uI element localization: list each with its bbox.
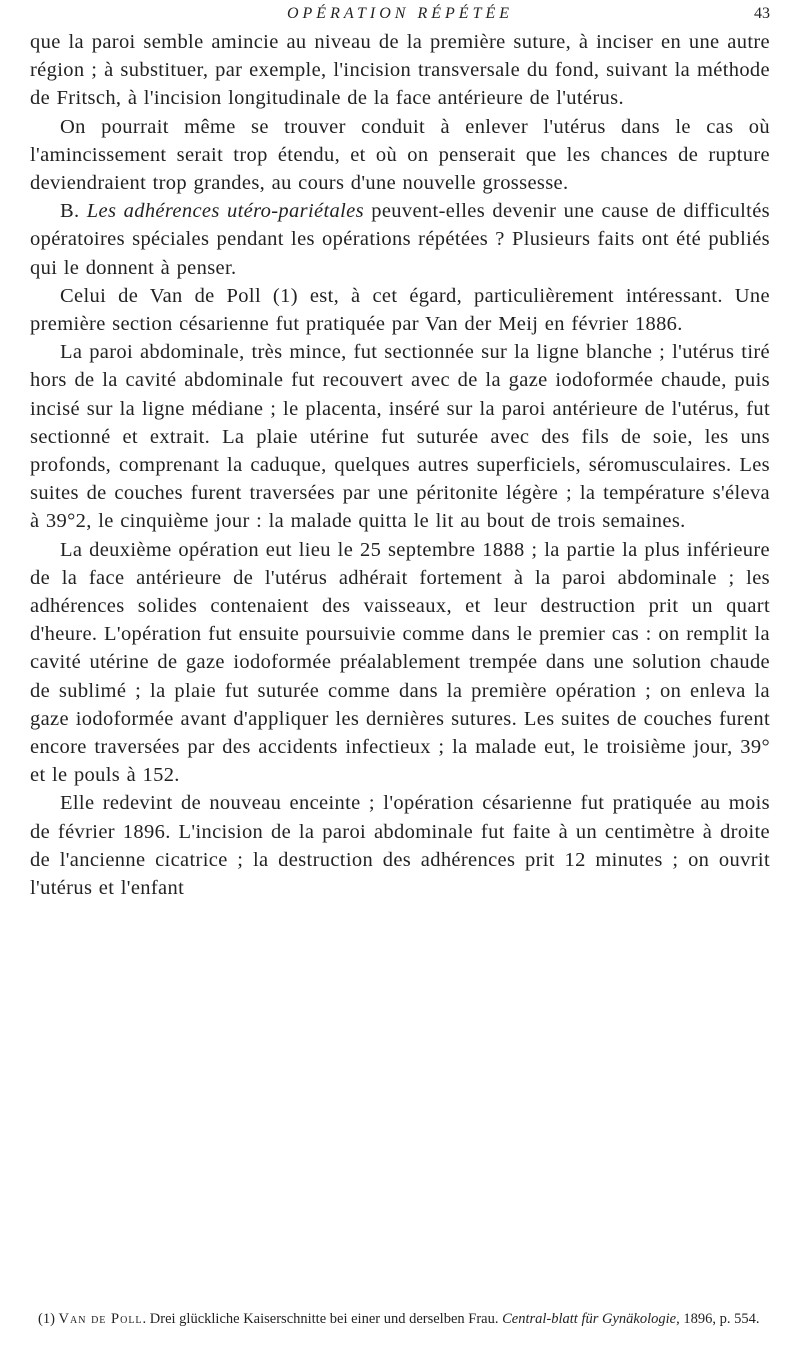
- section-letter: B.: [60, 200, 87, 223]
- page-number: 43: [754, 5, 770, 22]
- paragraph-2: On pourrait même se trouver conduit à enlever l'utérus dans le cas où l'amincissement serait trop étendu, et où on penserait que les chances de rupture deviendraient trop grandes, au cours d'une nouvelle grossesse.: [30, 115, 770, 195]
- paragraph-5: La paroi abdominale, très mince, fut sectionnée sur la ligne blanche ; l'utérus tiré hors de la cavité abdominale fut recouvert avec de la gaze iodoformée chaude, puis incisé sur la ligne médiane ; le placenta, inséré sur la paroi antérieure de l'utérus, fut sectionné et extrait. La plaie utérine fut suturée avec des fils de soie, les uns profonds, comprenant la caduque, quelques autres superficiels, séromusculaires. Les suites de couches furent traversées par une péritonite légère ; la température s'éleva à 39°2, le cinquième jour : la malade quitta le lit au bout de trois semaines.: [30, 341, 770, 533]
- footnote: [30, 1310, 770, 1329]
- running-title: OPÉRATION RÉPÉTÉE: [286, 5, 514, 22]
- book-page: [30, 0, 770, 1371]
- running-head: [30, 5, 770, 29]
- paragraph-4: Celui de Van de Poll (1) est, à cet égard, particulièrement intéressant. Une première section césarienne fut pratiquée par Van der Meij en février 1886.: [30, 284, 770, 336]
- footnote-text: . Drei glückliche Kaiserschnitte bei einer und derselben Frau.: [142, 1311, 503, 1327]
- paragraph-3: [30, 197, 770, 282]
- paragraph-1: que la paroi semble amincie au niveau de la première suture, à inciser en une autre région ; à substituer, par exemple, l'incision transversale du fond, suivant la méthode de Fritsch, à l'incision longitudinale de la face antérieure de l'utérus.: [30, 31, 770, 110]
- section-heading: Les adhérences utéro-pariétales: [86, 200, 364, 223]
- footnote-journal: Central-blatt für Gynäkologie: [502, 1311, 677, 1327]
- footnote-marker: (1): [38, 1311, 59, 1327]
- footnote-tail: , 1896, p. 554.: [676, 1311, 760, 1327]
- paragraph-3-text: peuvent-elles devenir une cause de difficultés opératoires spéciales pendant les opérations répétées ? Plusieurs faits ont été publiés qui le donnent à penser.: [30, 200, 771, 279]
- paragraph-7: Elle redevint de nouveau enceinte ; l'opération césarienne fut pratiquée au mois de février 1896. L'incision de la paroi abdominale fut faite à un centimètre à droite de l'ancienne cicatrice ; la destruction des adhérences prit 12 minutes ; on ouvrit l'utérus et l'enfant: [30, 792, 770, 900]
- paragraph-6: La deuxième opération eut lieu le 25 septembre 1888 ; la partie la plus inférieure de la face antérieure de l'utérus adhérait fortement à la paroi abdominale ; les adhérences solides contenaient des vaisseaux, et leur destruction prit un quart d'heure. L'opération fut ensuite poursuivie comme dans le premier cas : on remplit la cavité utérine de gaze iodoformée préalablement trempée dans une solution chaude de sublimé ; la plaie fut suturée comme dans la première opération ; on enleva la gaze iodoformée avant d'appliquer les dernières sutures. Les suites de couches furent encore traversées par des accidents infectieux ; la malade eut, le troisième jour, 39° et le pouls à 152.: [30, 538, 770, 787]
- body-text: [30, 28, 770, 902]
- footnote-author: Van de Poll: [58, 1311, 143, 1327]
